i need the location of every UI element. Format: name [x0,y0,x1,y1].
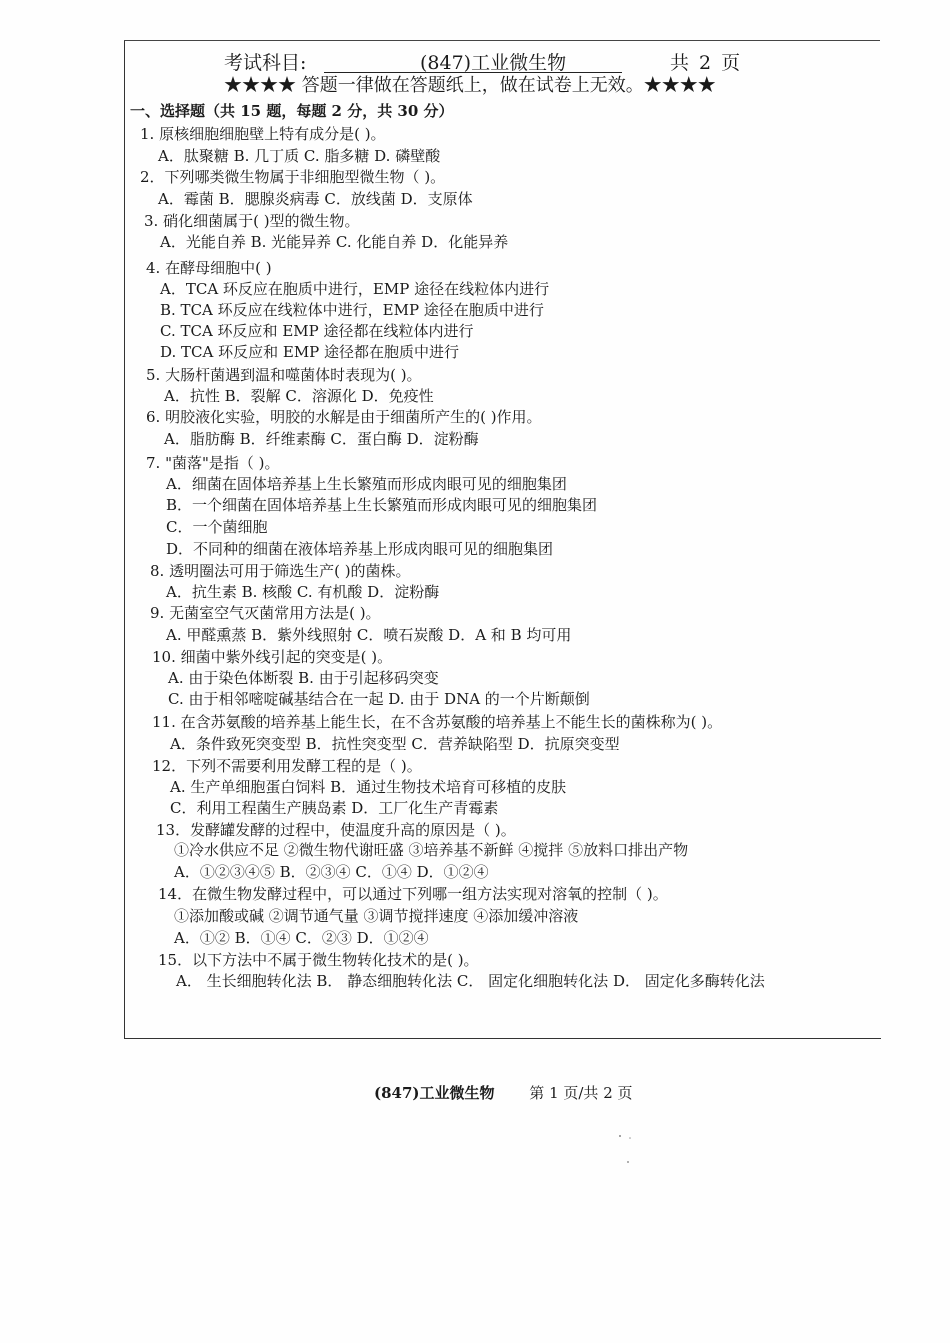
question-4-option-d: D. TCA 环反应和 EMP 途径都在胞质中进行 [160,343,460,361]
question-9-options: A. 甲醛熏蒸 B．紫外线照射 C．喷石炭酸 D．A 和 B 均可用 [166,626,572,644]
question-1-options: A．肽聚糖 B. 几丁质 C. 脂多糖 D. 磷壁酸 [158,147,441,165]
question-5-stem: 5. 大肠杆菌遇到温和噬菌体时表现为( )。 [146,366,422,384]
question-4-option-c: C. TCA 环反应和 EMP 途径都在线粒体内进行 [160,322,474,340]
question-15-options: A． 生长细胞转化法 B． 静态细胞转化法 C． 固定化细胞转化法 D． 固定化多酶转化法 [176,972,765,990]
question-4-option-b: B. TCA 环反应在线粒体中进行，EMP 途径在胞质中进行 [160,301,544,319]
question-8-options: A．抗生素 B. 核酸 C. 有机酸 D．淀粉酶 [166,583,440,601]
question-6-options: A．脂肪酶 B．纤维素酶 C．蛋白酶 D．淀粉酶 [164,430,479,448]
question-14-stem: 14．在微生物发酵过程中，可以通过下列哪一组方法实现对溶氧的控制（ )。 [158,885,668,903]
question-1-stem: 1. 原核细胞细胞壁上特有成分是( )。 [140,125,386,143]
question-11-stem: 11. 在含苏氨酸的培养基上能生长，在不含苏氨酸的培养基上不能生长的菌株称为( )。 [152,713,723,731]
question-5-options: A．抗性 B．裂解 C．溶源化 D．免疫性 [164,387,434,405]
question-7-stem: 7. "菌落"是指（ )。 [146,454,280,472]
question-10-options-cd: C. 由于相邻嘧啶碱基结合在一起 D. 由于 DNA 的一个片断颠倒 [168,690,590,708]
question-2-options: A．霉菌 B．腮腺炎病毒 C．放线菌 D．支原体 [158,190,473,208]
question-14-choices: ①添加酸或碱 ②调节通气量 ③调节搅拌速度 ④添加缓冲溶液 [174,907,579,925]
question-7-option-b: B．一个细菌在固体培养基上生长繁殖而形成肉眼可见的细胞集团 [166,496,598,514]
question-2-stem: 2．下列哪类微生物属于非细胞型微生物（ )。 [140,168,446,186]
question-12-options-ab: A. 生产单细胞蛋白饲料 B．通过生物技术培育可移植的皮肤 [170,778,567,796]
question-12-stem: 12．下列不需要利用发酵工程的是（ )。 [152,757,422,775]
question-7-option-c: C．一个菌细胞 [166,518,268,536]
question-4-option-a: A．TCA 环反应在胞质中进行，EMP 途径在线粒体内进行 [160,280,550,298]
question-12-options-cd: C．利用工程菌生产胰岛素 D．工厂化生产青霉素 [170,799,499,817]
question-13-options: A．①②③④⑤ B．②③④ C．①④ D．①②④ [174,863,489,881]
subject-name: (847)工业微生物 [420,52,567,74]
question-13-choices: ①冷水供应不足 ②微生物代谢旺盛 ③培养基不新鲜 ④搅拌 ⑤放料口排出产物 [174,841,689,859]
answer-warning: ★★★★ 答题一律做在答题纸上，做在试卷上无效。★★★★ [224,75,716,96]
question-3-stem: 3. 硝化细菌属于( )型的微生物。 [144,212,360,230]
question-3-options: A．光能自养 B. 光能异养 C. 化能自养 D．化能异养 [160,233,509,251]
question-7-option-a: A．细菌在固体培养基上生长繁殖而形成肉眼可见的细胞集团 [166,475,567,493]
question-11-options: A．条件致死突变型 B．抗性突变型 C．营养缺陷型 D．抗原突变型 [170,735,620,753]
question-6-stem: 6. 明胶液化实验，明胶的水解是由于细菌所产生的( )作用。 [146,408,542,426]
question-10-options-ab: A. 由于染色体断裂 B. 由于引起移码突变 [168,669,439,687]
question-4-stem: 4. 在酵母细胞中( ) [146,259,272,277]
total-pages: 共 2 页 [670,52,743,74]
question-15-stem: 15．以下方法中不属于微生物转化技术的是( )。 [158,951,479,969]
subject-label: 考试科目: [224,52,307,74]
page-footer [374,1082,633,1103]
scan-specks [600,1128,660,1178]
question-14-options: A．①② B．①④ C．②③ D．①②④ [174,929,429,947]
question-8-stem: 8. 透明圈法可用于筛选生产( )的菌株。 [150,562,411,580]
footer-subject: (847)工业微生物 [374,1084,495,1102]
page-frame-top [124,40,880,41]
question-13-stem: 13．发酵罐发酵的过程中，使温度升高的原因是（ )。 [156,821,516,839]
question-9-stem: 9. 无菌室空气灭菌常用方法是( )。 [150,604,381,622]
question-10-stem: 10. 细菌中紫外线引起的突变是( )。 [152,648,393,666]
section-title: 一、选择题（共 15 题，每题 2 分，共 30 分） [130,102,454,120]
footer-page-number: 第 1 页/共 2 页 [529,1084,633,1102]
question-7-option-d: D．不同种的细菌在液体培养基上形成肉眼可见的细胞集团 [166,540,554,558]
